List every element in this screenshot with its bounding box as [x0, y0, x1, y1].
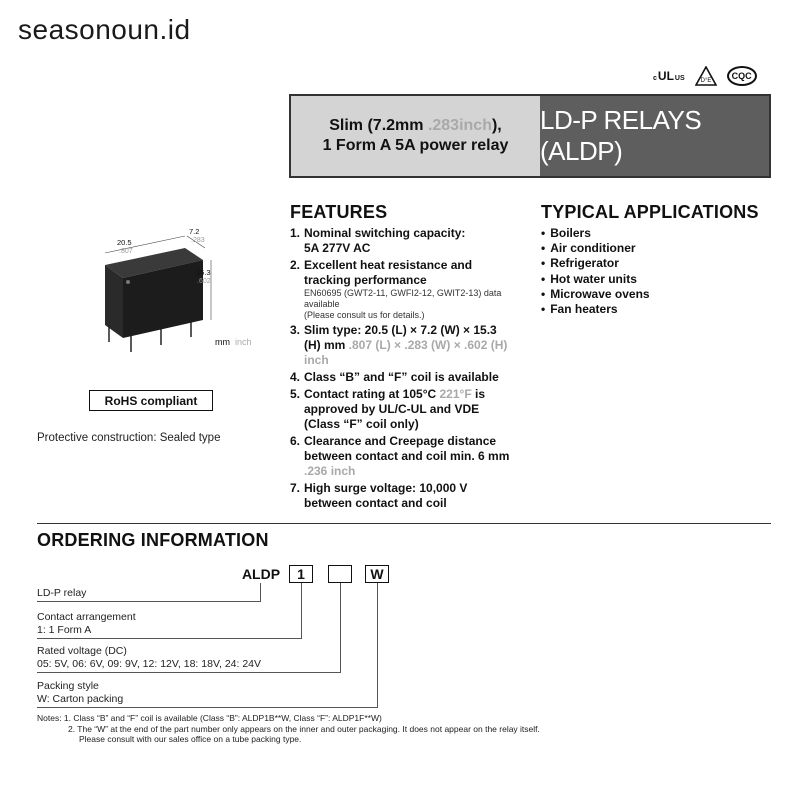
application-item: • Fan heaters — [541, 302, 650, 317]
ul-main-label: UL — [657, 69, 674, 83]
leader-line — [340, 583, 341, 672]
applications-list — [541, 226, 650, 317]
application-item: • Microwave ovens — [541, 287, 650, 302]
header-line-2: 1 Form A 5A power relay — [322, 137, 509, 154]
application-item: • Boilers — [541, 226, 650, 241]
ordering-label-packing: Packing style W: Carton packing — [37, 680, 124, 705]
ordering-heading: ORDERING INFORMATION — [37, 530, 269, 550]
feature-item: 1. Nominal switching capacity: 5A 277V AC — [290, 226, 466, 255]
cqc-mark: CQC — [727, 66, 757, 86]
ordering-label-contact: Contact arrangement 1: 1 Form A — [37, 611, 136, 636]
leader-line — [37, 672, 341, 673]
watermark-text: seasonoun.id — [18, 14, 191, 45]
relay-illustration — [95, 220, 265, 360]
leader-line — [37, 638, 302, 639]
dim-height: 15.3 — [196, 268, 211, 277]
product-header — [289, 94, 771, 178]
applications-heading: TYPICAL APPLICATIONS — [541, 202, 759, 222]
application-item: • Refrigerator — [541, 256, 650, 271]
ul-c-label: c — [653, 75, 657, 82]
leader-line — [377, 583, 378, 707]
application-item: • Air conditioner — [541, 241, 650, 256]
dim-width-inch: .283 — [191, 237, 205, 244]
features-heading: FEATURES — [290, 202, 388, 222]
dim-width: 7.2 — [189, 227, 200, 236]
product-title: LD-P RELAYS (ALDP) — [540, 96, 769, 176]
order-code-box-packing: W — [365, 565, 389, 583]
dim-length: 20.5 — [117, 238, 132, 247]
leader-line — [260, 583, 261, 601]
feature-item: 3. Slim type: 20.5 (L) × 7.2 (W) × 15.3 (H) mm .807 (L) × .283 (W) × .602 (H) inch — [290, 323, 508, 367]
ul-us-label: US — [674, 75, 685, 82]
section-divider — [37, 523, 771, 524]
feature-item: 7. High surge voltage: 10,000 V between contact and coil — [290, 481, 468, 510]
protective-construction: Protective construction: Sealed type — [37, 432, 221, 444]
unit-inch: inch — [235, 337, 252, 347]
features-list — [290, 226, 535, 513]
feature-item: 2. Excellent heat resistance and tracking performance EN60695 (GWT2-11, GWFI2-12, GWIT2-13) data available (Please consult us for details.) — [290, 258, 502, 320]
dim-height-inch: .602 — [197, 278, 211, 285]
unit-mm: mm — [215, 337, 230, 347]
dim-length-inch: .807 — [119, 248, 133, 255]
leader-line — [37, 707, 378, 708]
leader-line — [37, 601, 261, 602]
ordering-label-relay: LD-P relay — [37, 587, 87, 599]
order-code-prefix: ALDP — [241, 566, 281, 582]
ordering-label-voltage: Rated voltage (DC) 05: 5V, 06: 6V, 09: 9V, 12: 12V, 18: 18V, 24: 24V — [37, 645, 262, 670]
order-code-box-contact: 1 — [289, 565, 313, 583]
header-line-1: Slim (7.2mm .283inch), — [329, 117, 502, 134]
order-code-box-voltage — [328, 565, 352, 583]
feature-item: 5. Contact rating at 105°C 221°F is approved by UL/C-UL and VDE (Class “F” coil only) — [290, 387, 485, 431]
ul-mark — [653, 69, 685, 83]
feature-item: 4. Class “B” and “F” coil is available — [290, 370, 499, 384]
feature-item: 6. Clearance and Creepage distance between contact and coil min. 6 mm .236 inch — [290, 434, 510, 478]
header-subtitle — [291, 96, 540, 176]
application-item: • Hot water units — [541, 272, 650, 287]
certification-marks — [653, 66, 757, 86]
leader-line — [301, 583, 302, 638]
rohs-badge: RoHS compliant — [89, 390, 213, 411]
vde-triangle-icon — [695, 66, 717, 86]
svg-text:D°E: D°E — [700, 78, 712, 84]
ordering-notes: Notes: 1. Class “B” and “F” coil is available (Class “B”: ALDP1B**W, Class “F”: ALDP1F**W) 2. The “W” at the end of the part number only appears on the inner and outer packaging. It does not appear on the relay itself. Please consult with our sales office on a tube packing type. — [37, 713, 540, 744]
